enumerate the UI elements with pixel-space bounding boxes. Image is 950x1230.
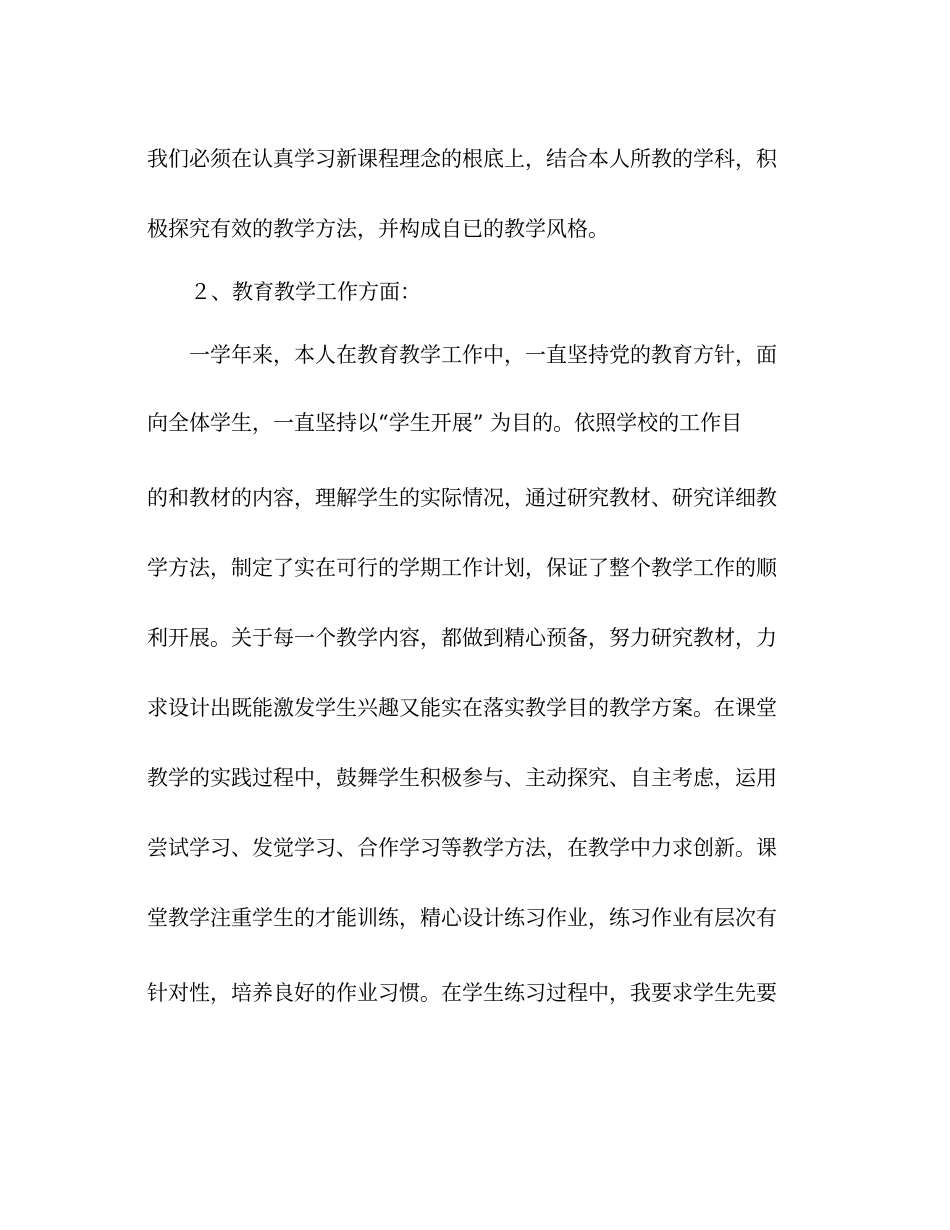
paragraph-line: 学方法，制定了实在可行的学期工作计划，保证了整个教学工作的顺 (147, 556, 777, 580)
paragraph-line: 利开展。关于每一个教学内容，都做到精心预备，努力研究教材，力 (147, 626, 777, 650)
paragraph-line: 极探究有效的教学方法，并构成自已的教学风格。 (147, 217, 609, 241)
section-heading: ２、教育教学工作方面： (190, 280, 421, 304)
paragraph-line: 堂教学注重学生的才能训练，精心设计练习作业，练习作业有层次有 (147, 906, 777, 930)
paragraph-line: 一学年来，本人在教育教学工作中，一直坚持党的教育方针，面 (189, 343, 777, 367)
paragraph-line: 我们必须在认真学习新课程理念的根底上，结合本人所教的学科，积 (147, 147, 777, 171)
paragraph-line: 教学的实践过程中，鼓舞学生积极参与、主动探究、自主考虑，运用 (147, 766, 777, 790)
paragraph-line: 向全体学生，一直坚持以“学生开展” 为目的。依照学校的工作目 (147, 411, 743, 435)
paragraph-line: 求设计出既能激发学生兴趣又能实在落实教学目的教学方案。在课堂 (147, 696, 777, 720)
paragraph-line: 的和教材的内容，理解学生的实际情况，通过研究教材、研究详细教 (147, 486, 777, 510)
paragraph-line: 尝试学习、发觉学习、合作学习等教学方法，在教学中力求创新。课 (147, 836, 777, 860)
paragraph-line: 针对性，培养良好的作业习惯。在学生练习过程中，我要求学生先要 (147, 981, 777, 1005)
